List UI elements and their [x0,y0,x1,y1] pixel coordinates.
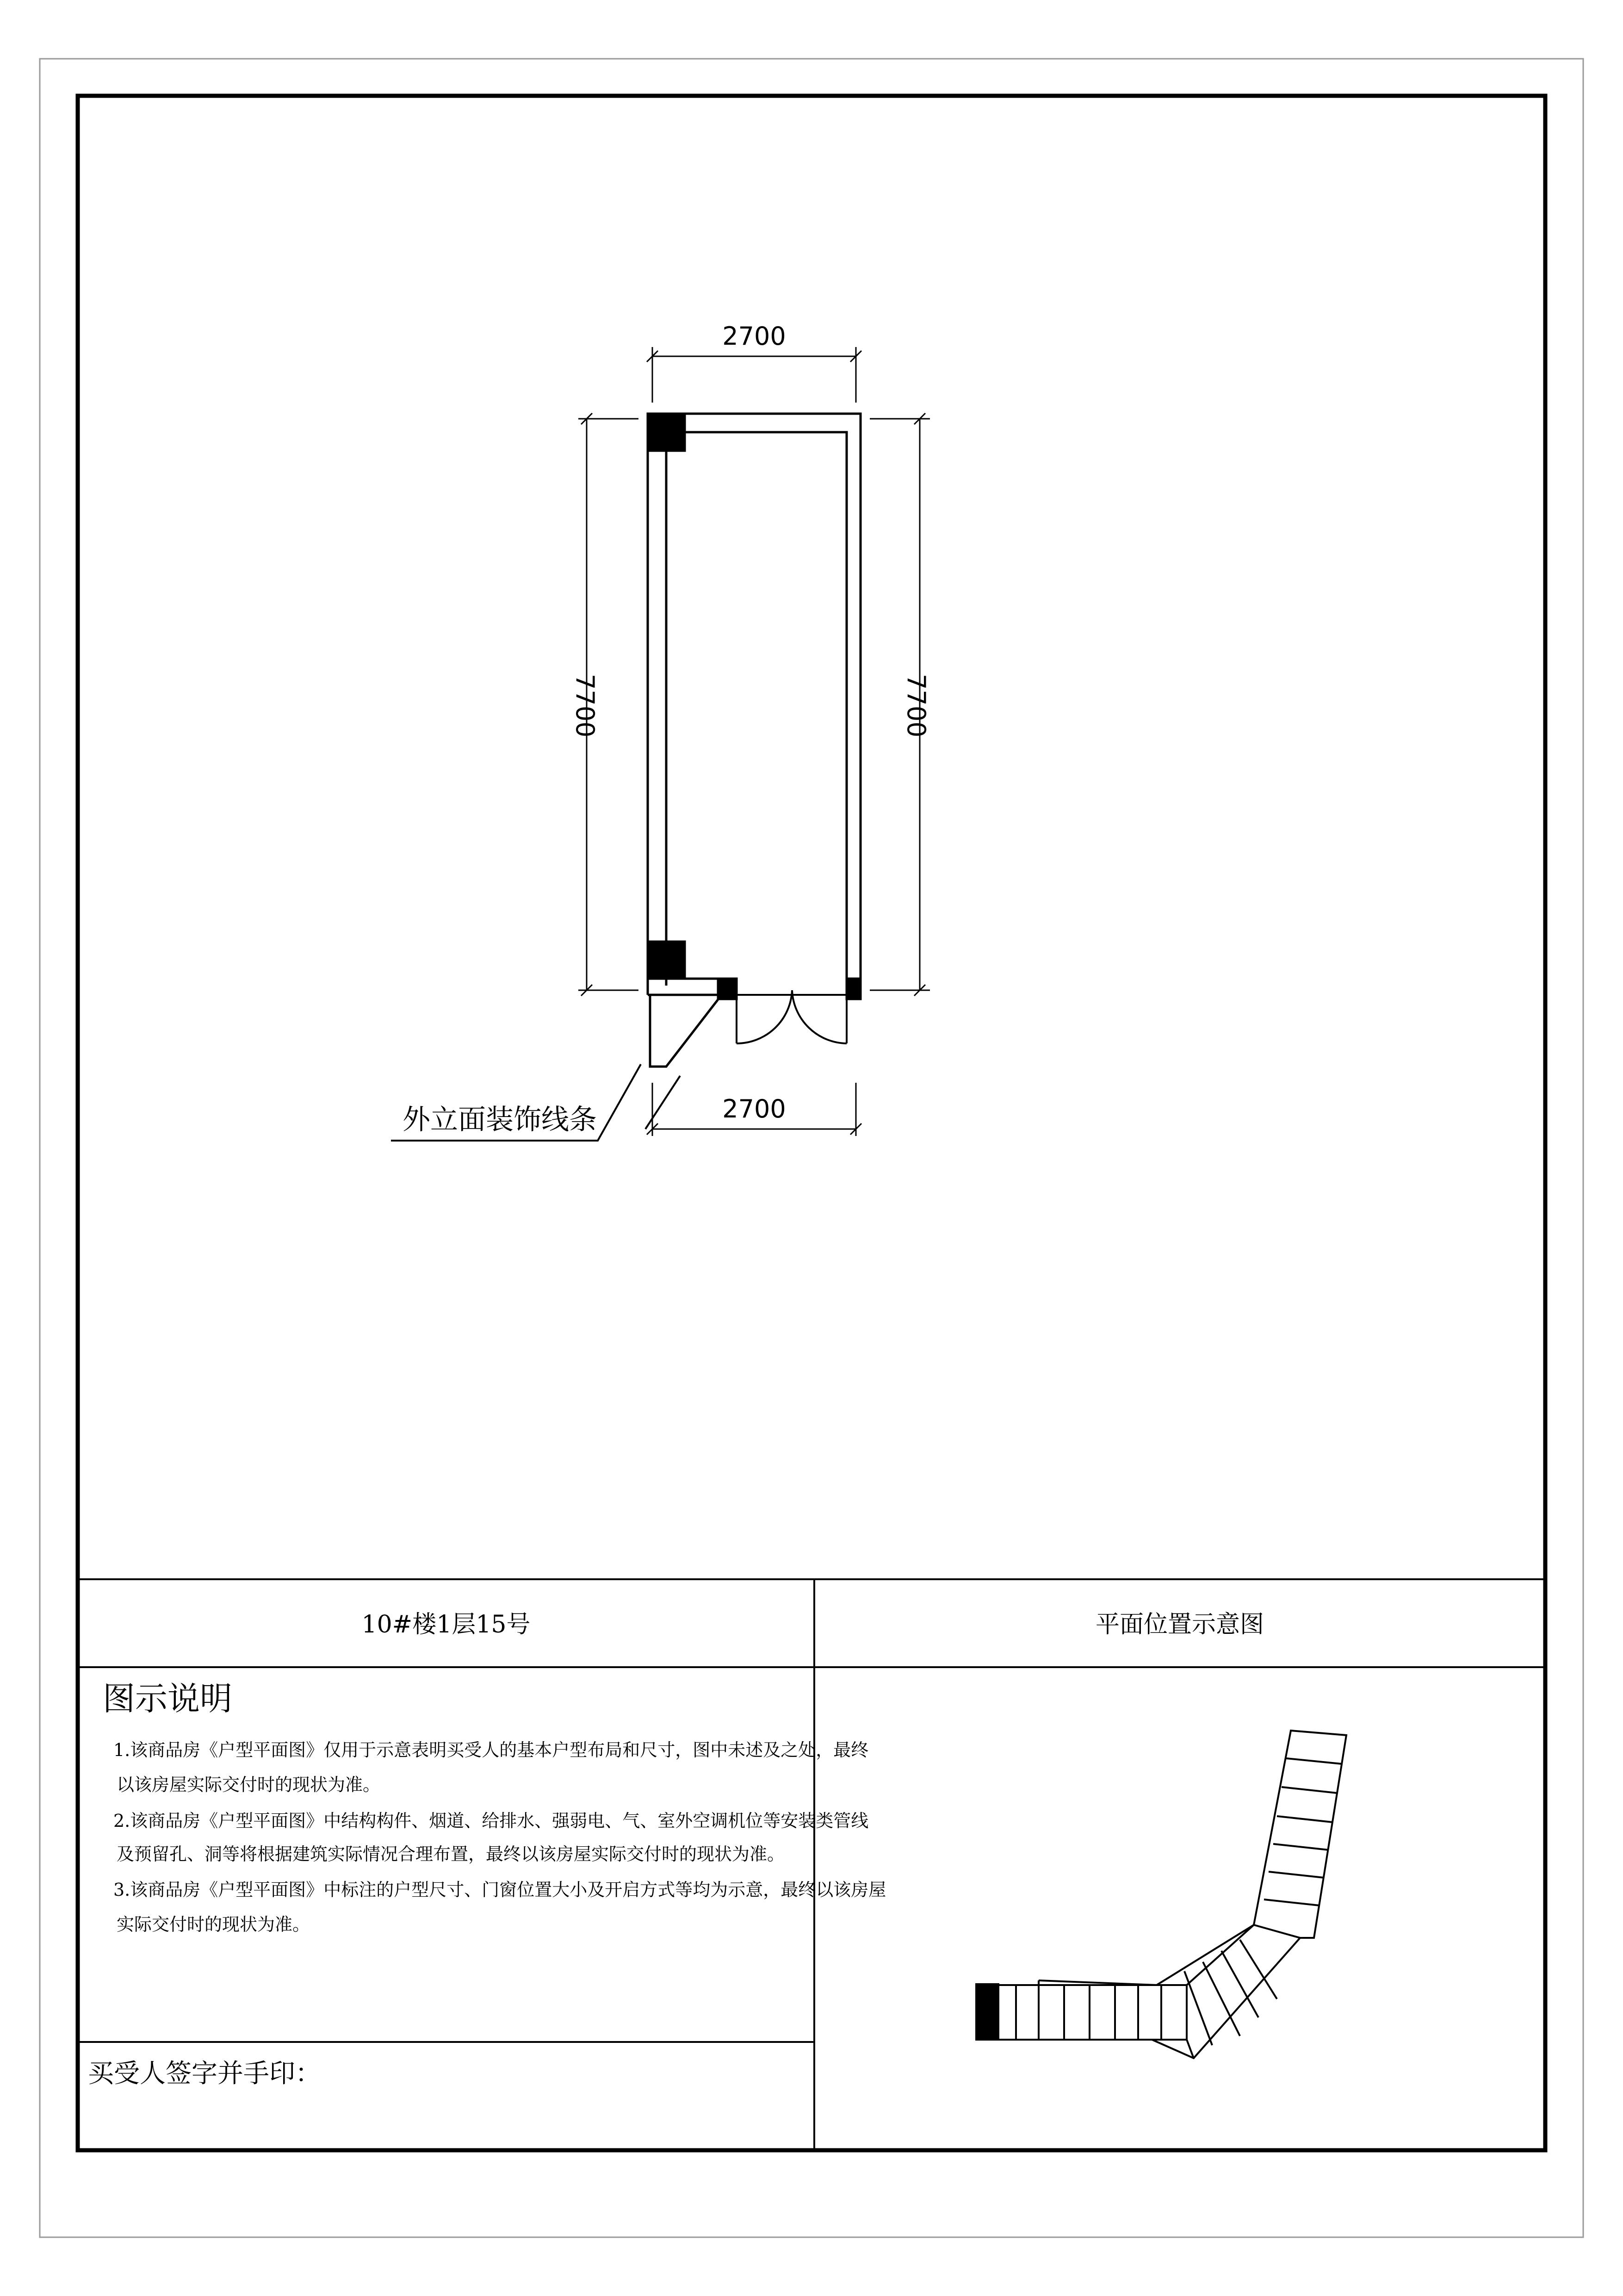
note-line: 以该房屋实际交付时的现状为准。 [117,1775,381,1795]
note-line: 3.该商品房《户型平面图》中标注的户型尺寸、门窗位置大小及开启方式等均为示意，最终以该房屋 [113,1880,886,1900]
note-line: 1.该商品房《户型平面图》仅用于示意表明买受人的基本户型布局和尺寸，图中未述及之处，最终 [113,1740,869,1760]
notes-heading: 图示说明 [103,1680,232,1718]
wall-bottom [648,979,718,995]
dim-left-text: 7700 [570,674,600,738]
note-line: 及预留孔、洞等将根据建筑实际情况合理布置，最终以该房屋实际交付时的现状为准。 [117,1844,785,1864]
dimension-lines [578,347,930,1136]
unit-label: 10#楼1层15号 [361,1611,531,1638]
callout-leader-right [645,1076,680,1129]
wall-outline-outer [648,414,861,995]
outer-border [40,59,1583,2237]
signature-label: 买受人签字并手印： [88,2059,321,2089]
site-key-plan [976,1731,1346,2058]
double-door [737,990,847,1043]
dim-bottom-text: 2700 [722,1094,786,1123]
dim-top-line [652,347,856,403]
column-bottom-left [648,942,685,979]
column-door-left [718,979,737,999]
callout-label: 外立面装饰线条 [403,1104,597,1136]
floor-plan [391,414,861,1141]
wall-outline-inner [666,432,847,986]
highlighted-unit [976,1984,998,2040]
column-top-left [648,414,685,451]
note-line: 实际交付时的现状为准。 [117,1914,310,1935]
position-label: 平面位置示意图 [1095,1611,1264,1638]
note-line: 2.该商品房《户型平面图》中结构构件、烟道、给排水、强弱电、气、室外空调机位等安装类管线 [113,1811,869,1831]
notes-list [113,1740,886,1935]
column-door-right [847,979,861,999]
dim-top-text: 2700 [722,322,786,351]
dim-right-text: 7700 [902,674,931,738]
drawing-frame [78,96,1545,2150]
facade-decoration [650,995,718,1067]
